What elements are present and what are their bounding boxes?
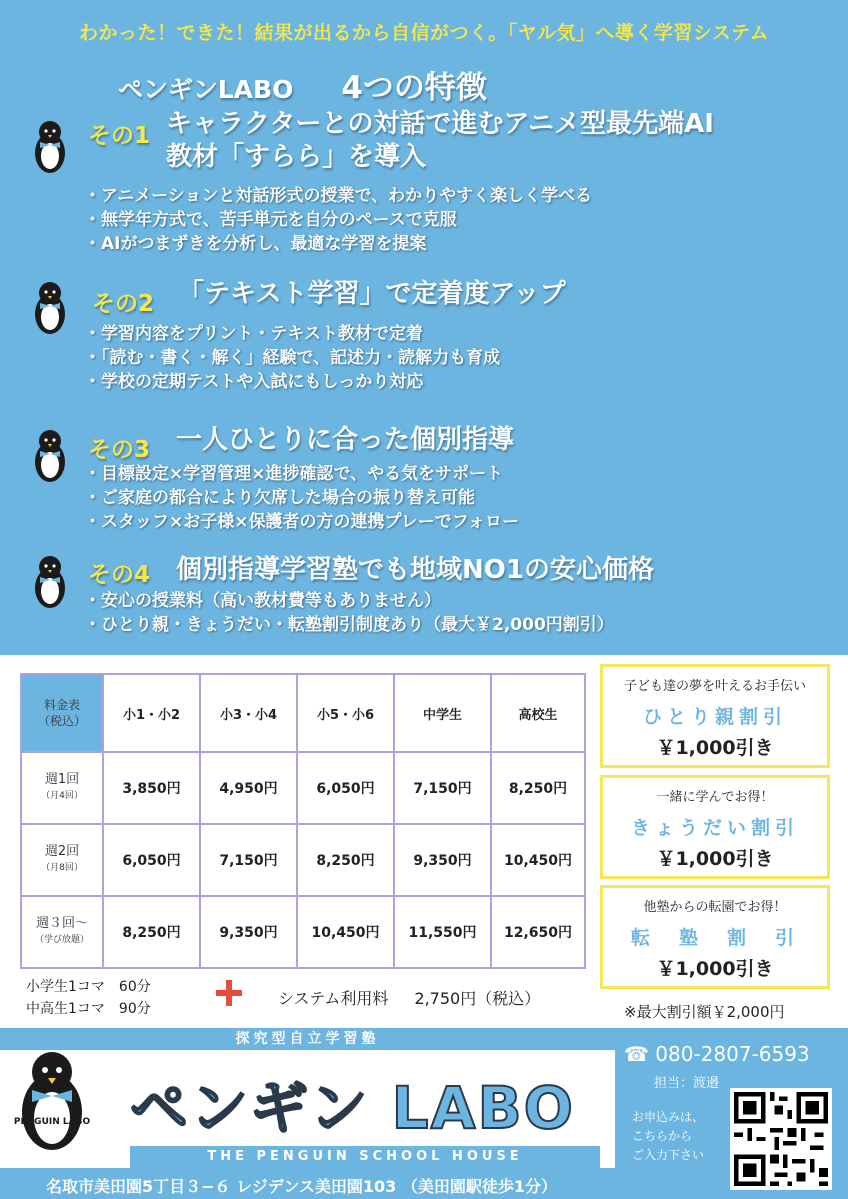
table-cell: 9,350円 — [200, 896, 297, 968]
penguin-icon — [30, 119, 70, 175]
feature-title-line: キャラクターとの対話で進むアニメ型最先端AI — [166, 109, 714, 139]
row-header — [21, 896, 103, 968]
logo-english: THE PENGUIN SCHOOL HOUSE — [130, 1146, 600, 1168]
row-sublabel: （月4回） — [41, 791, 83, 801]
discount-amount: ￥1,000引き — [656, 848, 774, 870]
apply-text — [632, 1108, 704, 1165]
feature-title — [176, 554, 654, 587]
feature-point: ・ 目標設定×学習管理×進捗確認で、やる気をサポート — [84, 462, 519, 486]
feature-number: その2 — [92, 291, 155, 317]
feature-point: ・ ご家庭の都合により欠席した場合の振り替え可能 — [84, 486, 519, 510]
contact-person: 担当：渡邉 — [654, 1076, 720, 1091]
row-label: 週2回 — [44, 844, 80, 859]
phone-icon: ☎ — [624, 1042, 656, 1066]
feature-number: その1 — [88, 123, 151, 149]
table-cell: 6,050円 — [297, 752, 394, 824]
row-label: 週３回～ — [35, 916, 88, 931]
headline-brand: ペンギンLABO — [118, 75, 294, 104]
feature-title-line: 一人ひとりに合った個別指導 — [176, 425, 515, 455]
price-table — [20, 673, 586, 969]
row-sublabel: （学び放題） — [34, 935, 89, 945]
table-cell: 7,150円 — [394, 752, 491, 824]
footer — [0, 1028, 848, 1199]
feature-point: ・ 「読む・書く・解く」経験で、記述力・読解力も育成 — [84, 346, 500, 370]
table-row — [21, 896, 585, 968]
discount-name: ひとり親割引 — [642, 706, 787, 728]
table-cell: 3,850円 — [103, 752, 200, 824]
feature-number: その3 — [88, 437, 151, 463]
table-cell: 8,250円 — [297, 824, 394, 896]
tagline: わかった！できた！結果が出るから自信がつく。「ヤル気」へ導く学習システム — [78, 22, 770, 44]
row-label: 週1回 — [44, 772, 80, 787]
feature-points — [84, 322, 500, 394]
lesson-length-secondary: 中高生1コマ 90分 — [26, 1001, 151, 1017]
feature-number: その4 — [88, 562, 151, 588]
system-fee — [278, 986, 540, 1009]
qr-code-icon — [734, 1092, 828, 1186]
row-header — [21, 752, 103, 824]
discount-single-parent — [600, 664, 830, 768]
table-cell: 8,250円 — [491, 752, 585, 824]
feature-point: ・ 無学年方式で、苦手単元を自分のペースで克服 — [84, 208, 592, 232]
system-fee-label: システム利用料 — [278, 989, 389, 1008]
column-header: 中学生 — [394, 674, 491, 752]
table-cell: 10,450円 — [297, 896, 394, 968]
discount-name: きょうだい割引 — [630, 817, 799, 839]
feature-point: ・ 安心の授業料（高い教材費等もありません） — [84, 589, 614, 613]
column-header: 小3・小4 — [200, 674, 297, 752]
discount-amount: ￥1,000引き — [656, 737, 774, 759]
feature-title — [178, 278, 566, 311]
max-discount-note: ※最大割引額￥2,000円 — [624, 1003, 785, 1021]
table-cell: 4,950円 — [200, 752, 297, 824]
feature-title — [176, 424, 514, 457]
lesson-length-elementary: 小学生1コマ 60分 — [26, 979, 151, 995]
feature-points — [84, 462, 519, 534]
column-header: 小5・小6 — [297, 674, 394, 752]
discount-subtitle: 一緒に学んでお得！ — [656, 790, 774, 805]
discount-transfer — [600, 885, 830, 989]
address: 名取市美田園5丁目３−６ レジデンス美田園103 （美田園駅徒歩1分） — [46, 1177, 558, 1196]
table-cell: 9,350円 — [394, 824, 491, 896]
penguin-icon — [30, 428, 70, 484]
penguin-logo-label: PENGUIN LABO — [14, 1117, 90, 1127]
qr-code[interactable] — [730, 1088, 832, 1190]
feature-title-line: 教材「すらら」を導入 — [166, 142, 427, 172]
discount-subtitle: 子ども達の夢を叶えるお手伝い — [623, 679, 806, 694]
headline — [118, 62, 487, 107]
feature-point: ・ ひとり親・きょうだい・転塾割引制度あり（最大￥2,000円割引） — [84, 613, 614, 637]
table-corner-line: （税込） — [37, 714, 86, 728]
table-cell: 11,550円 — [394, 896, 491, 968]
penguin-icon — [30, 280, 70, 336]
feature-title — [166, 108, 714, 174]
feature-title-line: 「テキスト学習」で定着度アップ — [178, 279, 566, 309]
feature-title-line: 個別指導学習塾でも地域NO1の安心価格 — [176, 555, 654, 585]
row-sublabel: （月8回） — [41, 863, 83, 873]
table-cell: 6,050円 — [103, 824, 200, 896]
feature-point: ・ アニメーションと対話形式の授業で、わかりやすく楽しく学べる — [84, 184, 592, 208]
column-header: 小1・小2 — [103, 674, 200, 752]
table-cell: 10,450円 — [491, 824, 585, 896]
table-row — [21, 824, 585, 896]
feature-point: ・ 学習内容をプリント・テキスト教材で定着 — [84, 322, 500, 346]
table-row — [21, 752, 585, 824]
discount-subtitle: 他塾からの転園でお得！ — [643, 900, 787, 915]
table-corner-line: 料金表 — [43, 698, 80, 712]
apply-line: お申込みは、 — [632, 1110, 705, 1124]
table-cell: 7,150円 — [200, 824, 297, 896]
feature-point: ・ 学校の定期テストや入試にもしっかり対応 — [84, 370, 500, 394]
headline-features: 4つの特徴 — [341, 70, 487, 106]
penguin-icon — [30, 554, 70, 610]
discount-name: 転 塾 割 引 — [630, 927, 799, 949]
logo-panel — [0, 1028, 615, 1168]
table-cell: 8,250円 — [103, 896, 200, 968]
apply-line: ご入力下さい — [632, 1148, 705, 1162]
logo-subtitle: 探究型自立学習塾 — [0, 1028, 615, 1050]
plus-icon — [214, 978, 244, 1008]
feature-points — [84, 589, 614, 637]
column-header: 高校生 — [491, 674, 585, 752]
system-fee-value: 2,750円（税込） — [414, 989, 541, 1008]
row-header — [21, 824, 103, 896]
penguin-logo-icon — [14, 1048, 90, 1152]
table-corner — [21, 674, 103, 752]
discount-amount: ￥1,000引き — [656, 958, 774, 980]
feature-point: ・ スタッフ×お子様×保護者の方の連携プレーでフォロー — [84, 510, 519, 534]
phone-number-text: 080-2807-6593 — [655, 1042, 810, 1066]
table-cell: 12,650円 — [491, 896, 585, 968]
phone-number[interactable] — [624, 1042, 810, 1066]
feature-points — [84, 184, 592, 256]
feature-point: ・ AIがつまずきを分析し、最適な学習を提案 — [84, 232, 592, 256]
apply-line: こちらから — [632, 1129, 693, 1143]
logo-text: ペンギン LABO — [130, 1074, 575, 1142]
table-header-row — [21, 674, 585, 752]
discount-siblings — [600, 775, 830, 879]
